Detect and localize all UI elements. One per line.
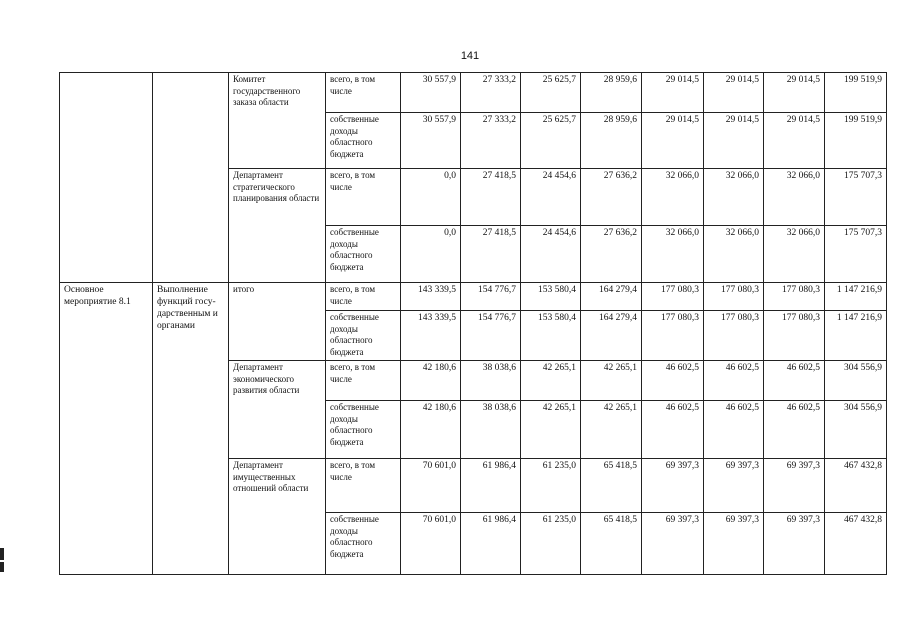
value-cell: 154 776,7: [461, 311, 521, 361]
table-row: [60, 73, 887, 113]
value-cell: 42 265,1: [521, 361, 581, 401]
responsible-org-cell: Департамент стратегического планирования области: [229, 169, 326, 283]
value-cell: 69 397,3: [764, 459, 825, 513]
value-cell: 175 707,3: [825, 169, 887, 226]
value-cell: 61 986,4: [461, 459, 521, 513]
measure-cell: Основное мероприятие 8.1: [60, 283, 153, 575]
function-cell: Выполнение функций госу-дарственным и органами: [153, 283, 229, 575]
value-cell: 65 418,5: [581, 513, 642, 575]
value-cell: 70 601,0: [401, 513, 461, 575]
value-cell: 153 580,4: [521, 311, 581, 361]
value-cell: 38 038,6: [461, 361, 521, 401]
value-cell: 177 080,3: [642, 311, 704, 361]
measure-cell: [60, 73, 153, 283]
value-cell: 46 602,5: [764, 401, 825, 459]
funding-source-cell: собственные доходы областного бюджета: [326, 311, 401, 361]
value-cell: 153 580,4: [521, 283, 581, 311]
value-cell: 199 519,9: [825, 113, 887, 169]
table-row: [60, 283, 887, 311]
value-cell: 25 625,7: [521, 113, 581, 169]
responsible-org-cell: Департамент экономического развития области: [229, 361, 326, 459]
value-cell: 61 235,0: [521, 459, 581, 513]
value-cell: 46 602,5: [704, 401, 764, 459]
function-cell: [153, 73, 229, 283]
value-cell: 42 180,6: [401, 401, 461, 459]
value-cell: 27 418,5: [461, 169, 521, 226]
value-cell: 27 636,2: [581, 226, 642, 283]
value-cell: 46 602,5: [704, 361, 764, 401]
value-cell: 24 454,6: [521, 226, 581, 283]
value-cell: 29 014,5: [764, 113, 825, 169]
funding-source-cell: собственные доходы областного бюджета: [326, 513, 401, 575]
funding-source-cell: всего, в том числе: [326, 169, 401, 226]
value-cell: 27 333,2: [461, 113, 521, 169]
value-cell: 143 339,5: [401, 311, 461, 361]
funding-source-cell: всего, в том числе: [326, 459, 401, 513]
value-cell: 27 333,2: [461, 73, 521, 113]
funding-source-cell: собственные доходы областного бюджета: [326, 113, 401, 169]
value-cell: 177 080,3: [764, 283, 825, 311]
scan-edge-mark: [0, 562, 4, 572]
value-cell: 32 066,0: [642, 169, 704, 226]
value-cell: 467 432,8: [825, 513, 887, 575]
value-cell: 28 959,6: [581, 113, 642, 169]
funding-source-cell: всего, в том числе: [326, 73, 401, 113]
value-cell: 29 014,5: [704, 113, 764, 169]
value-cell: 61 235,0: [521, 513, 581, 575]
value-cell: 143 339,5: [401, 283, 461, 311]
budget-table-body: [60, 73, 887, 575]
value-cell: 69 397,3: [642, 513, 704, 575]
value-cell: 38 038,6: [461, 401, 521, 459]
value-cell: 164 279,4: [581, 283, 642, 311]
value-cell: 177 080,3: [764, 311, 825, 361]
value-cell: 467 432,8: [825, 459, 887, 513]
value-cell: 29 014,5: [704, 73, 764, 113]
value-cell: 29 014,5: [642, 113, 704, 169]
value-cell: 42 265,1: [581, 361, 642, 401]
value-cell: 304 556,9: [825, 401, 887, 459]
value-cell: 32 066,0: [642, 226, 704, 283]
value-cell: 154 776,7: [461, 283, 521, 311]
value-cell: 25 625,7: [521, 73, 581, 113]
value-cell: 27 418,5: [461, 226, 521, 283]
value-cell: 69 397,3: [642, 459, 704, 513]
value-cell: 69 397,3: [704, 459, 764, 513]
value-cell: 65 418,5: [581, 459, 642, 513]
value-cell: 1 147 216,9: [825, 311, 887, 361]
value-cell: 164 279,4: [581, 311, 642, 361]
budget-table: [59, 72, 887, 575]
funding-source-cell: всего, в том числе: [326, 361, 401, 401]
value-cell: 0,0: [401, 226, 461, 283]
value-cell: 69 397,3: [764, 513, 825, 575]
value-cell: 1 147 216,9: [825, 283, 887, 311]
responsible-org-cell: итого: [229, 283, 326, 361]
value-cell: 46 602,5: [642, 401, 704, 459]
funding-source-cell: собственные доходы областного бюджета: [326, 401, 401, 459]
responsible-org-cell: Комитет государственного заказа области: [229, 73, 326, 169]
responsible-org-cell: Департамент имущественных отношений области: [229, 459, 326, 575]
funding-source-cell: собственные доходы областного бюджета: [326, 226, 401, 283]
value-cell: 177 080,3: [704, 283, 764, 311]
value-cell: 46 602,5: [642, 361, 704, 401]
value-cell: 30 557,9: [401, 73, 461, 113]
value-cell: 29 014,5: [764, 73, 825, 113]
value-cell: 42 265,1: [521, 401, 581, 459]
value-cell: 42 265,1: [581, 401, 642, 459]
value-cell: 32 066,0: [764, 169, 825, 226]
value-cell: 32 066,0: [704, 226, 764, 283]
value-cell: 32 066,0: [704, 169, 764, 226]
value-cell: 177 080,3: [704, 311, 764, 361]
funding-source-cell: всего, в том числе: [326, 283, 401, 311]
value-cell: 70 601,0: [401, 459, 461, 513]
value-cell: 177 080,3: [642, 283, 704, 311]
value-cell: 69 397,3: [704, 513, 764, 575]
value-cell: 46 602,5: [764, 361, 825, 401]
value-cell: 199 519,9: [825, 73, 887, 113]
value-cell: 61 986,4: [461, 513, 521, 575]
value-cell: 27 636,2: [581, 169, 642, 226]
value-cell: 30 557,9: [401, 113, 461, 169]
value-cell: 304 556,9: [825, 361, 887, 401]
value-cell: 24 454,6: [521, 169, 581, 226]
value-cell: 28 959,6: [581, 73, 642, 113]
value-cell: 42 180,6: [401, 361, 461, 401]
scan-edge-mark: [0, 548, 4, 560]
page-number: 141: [460, 50, 480, 62]
value-cell: 0,0: [401, 169, 461, 226]
value-cell: 32 066,0: [764, 226, 825, 283]
value-cell: 29 014,5: [642, 73, 704, 113]
value-cell: 175 707,3: [825, 226, 887, 283]
